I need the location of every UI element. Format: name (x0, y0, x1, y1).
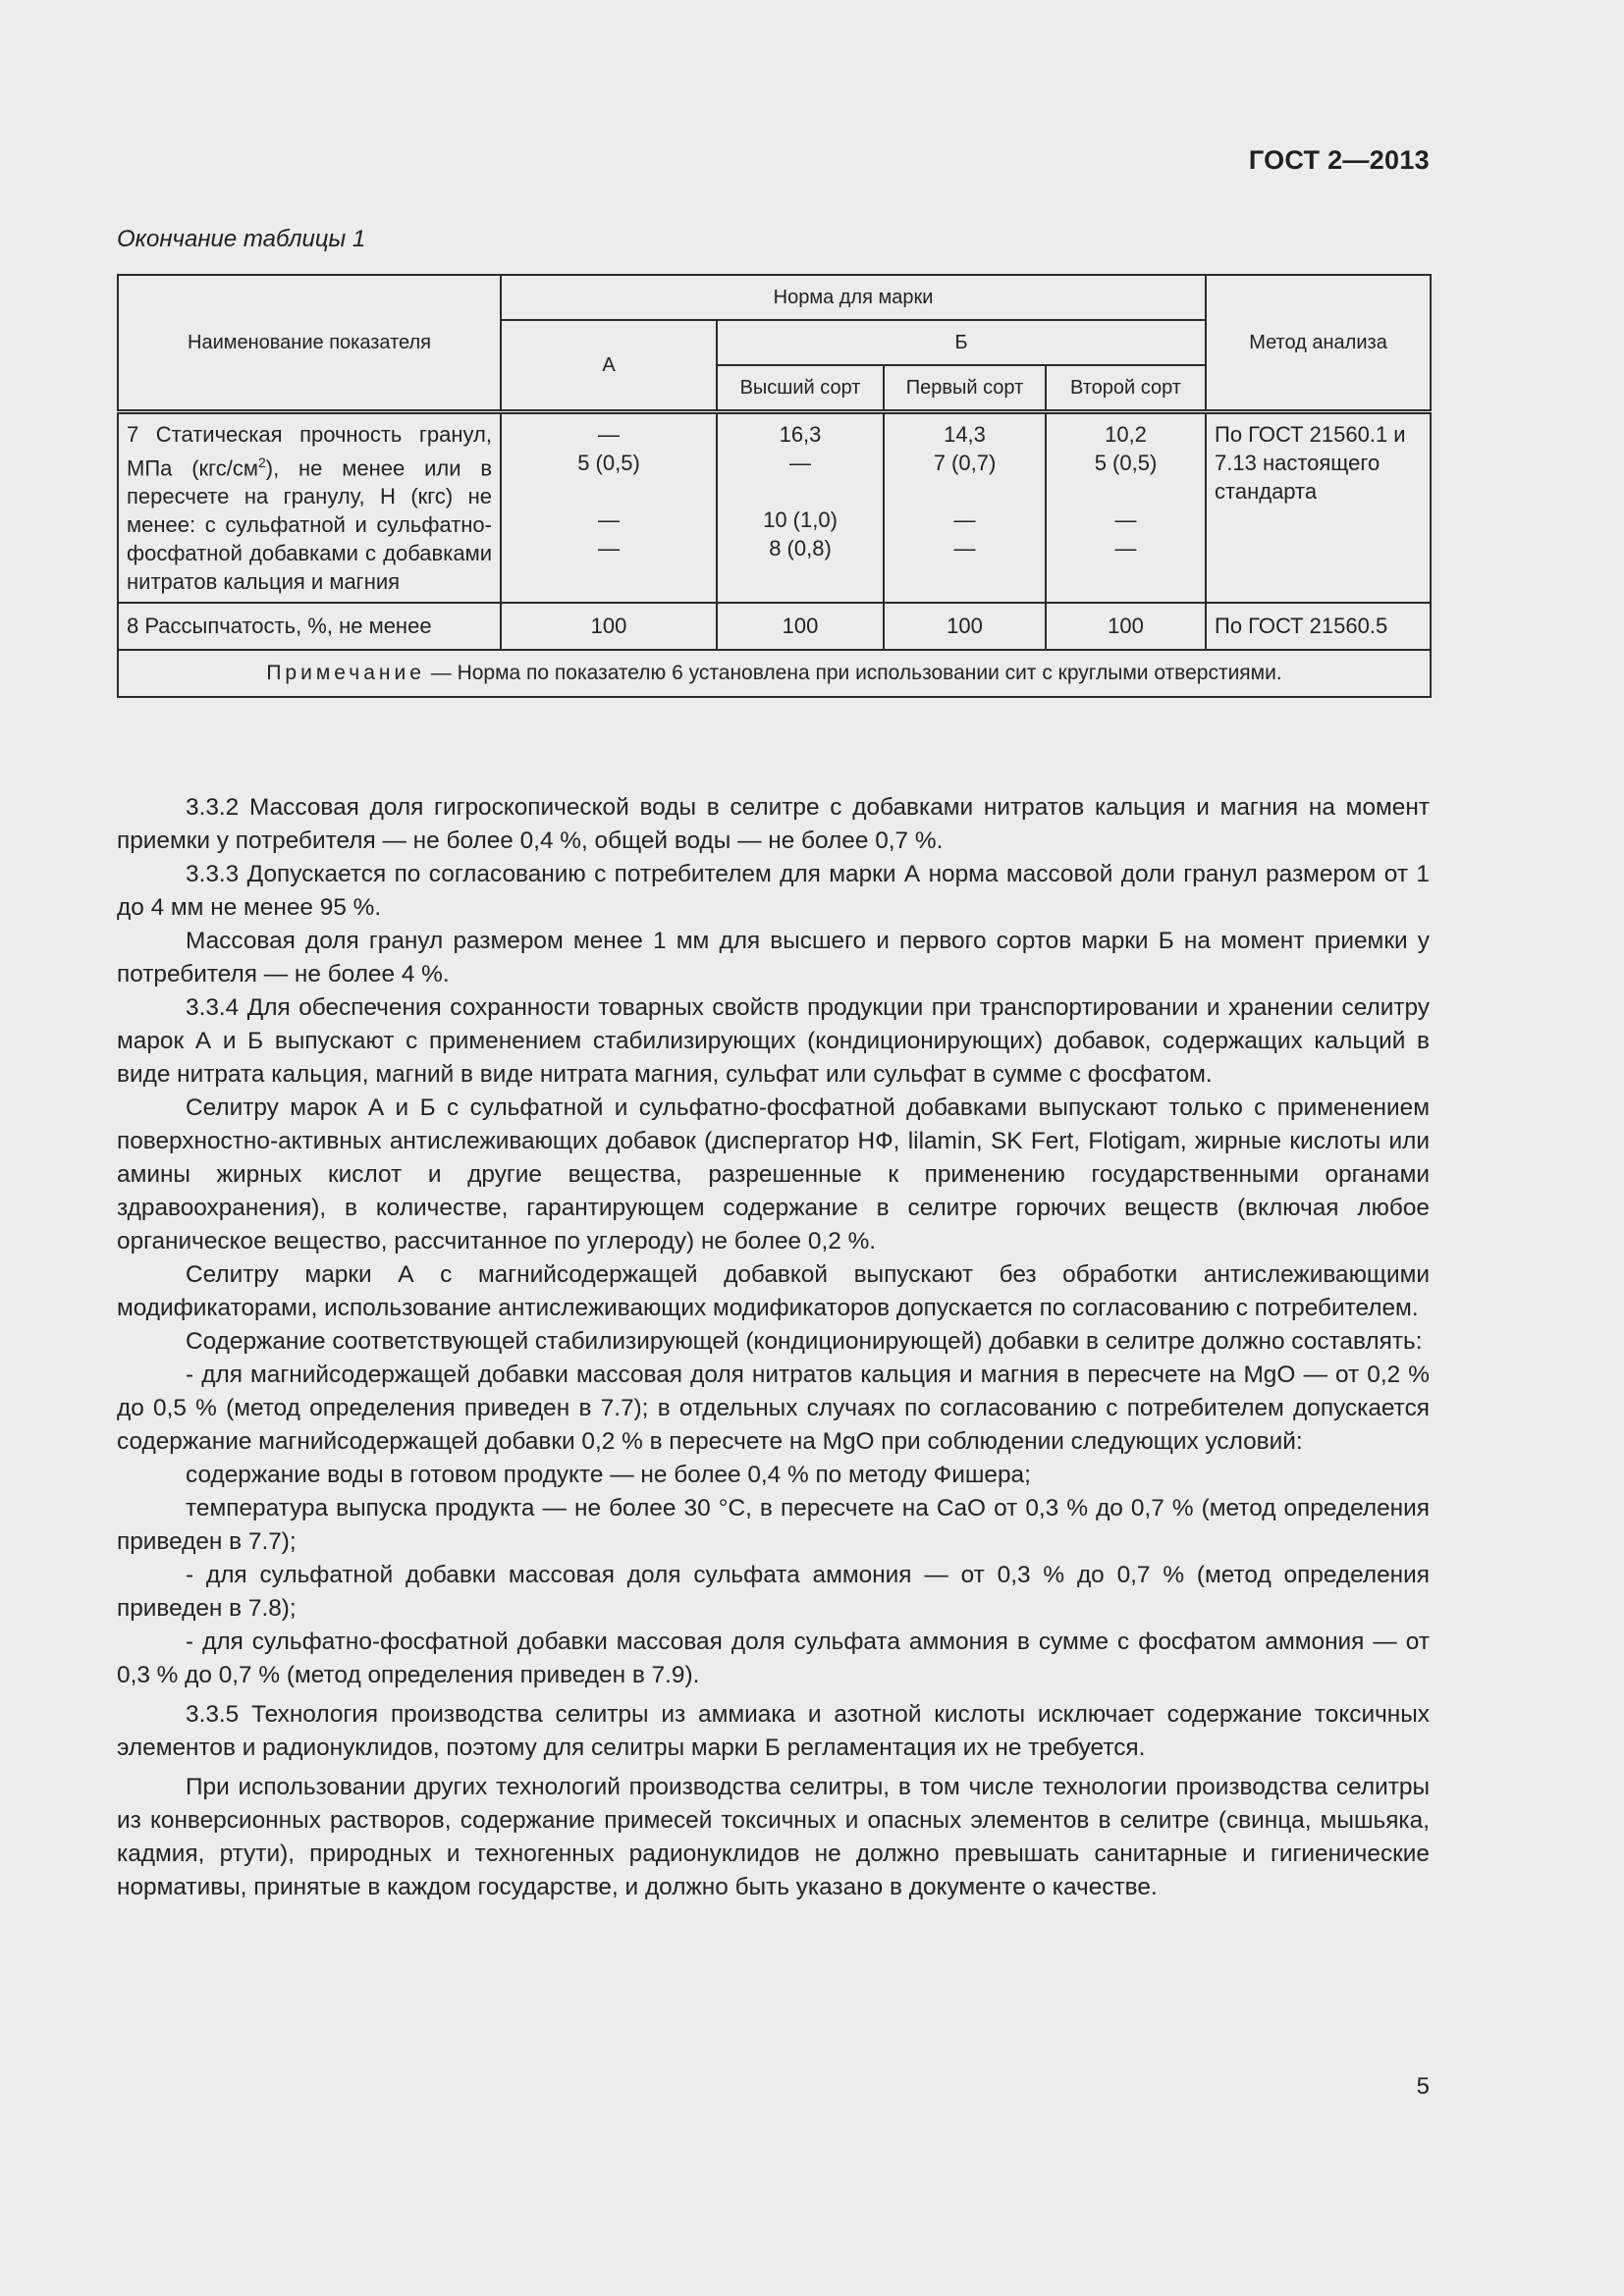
body-text (117, 791, 1430, 1904)
note-text: — Норма по показателю 6 установлена при использовании сит с круглыми отверстиями. (430, 662, 1282, 685)
paragraph: Массовая доля гранул размером менее 1 мм для высшего и первого сортов марки Б на момент приемки у потребителя — не более 4 %. (117, 928, 1430, 988)
table-row (118, 412, 1431, 604)
list-item: - для сульфатной добавки массовая доля сульфата аммония — от 0,3 % до 0,7 % (метод определения приведен в 7.8); (117, 1562, 1430, 1622)
paragraph-3-3-5: 3.3.5 Технология производства селитры из аммиака и азотной кислоты исключает содержание токсичных элементов и радионуклидов, поэтому для селитры марки Б регламентация их не требуется. (117, 1701, 1430, 1761)
col-header-norm-group: Норма для марки (501, 275, 1206, 320)
paragraph: Селитру марки А с магнийсодержащей добавкой выпускают без обработки антислеживающими модификаторами, использование антислеживающих модификаторов допускается по согласованию с потребителем. (117, 1261, 1430, 1321)
table-note (118, 650, 1431, 697)
spec-table (117, 274, 1432, 698)
col-header-grade-b: Б (717, 320, 1206, 365)
page-number: 5 (1416, 2073, 1430, 2100)
row8-grade-a: 100 (501, 603, 717, 650)
paragraph-3-3-4: 3.3.4 Для обеспечения сохранности товарных свойств продукции при транспортировании и хранении селитру марок А и Б выпускают с применением стабилизирующих (кондиционирующих) добавок, содержащих кальций в виде нитрата кальция, магний в виде нитрата магния, сульфат или сульфат в сумме с фосфатом. (117, 994, 1430, 1088)
paragraph-3-3-2: 3.3.2 Массовая доля гигроскопической воды в селитре с добавками нитратов кальция и магния на момент приемки у потребителя — не более 0,4 %, общей воды — не более 0,7 %. (117, 794, 1430, 854)
row7-grade-a: — 5 (0,5) — — (501, 412, 717, 604)
paragraph: Селитру марок А и Б с сульфатной и сульфатно-фосфатной добавками выпускают только с применением поверхностно-активных антислеживающих добавок (диспергатор НФ, lilamin, SK Fert, Flotigam, жирные кислоты или амины жирных кислот и другие вещества, разрешенные к применению государственными органами здравоохранения), в количестве, гарантирующем содержание в селитре горючих веществ (включая любое органическое вещество, рассчитанное по углероду) не более 0,2 %. (117, 1095, 1430, 1255)
row8-indicator: 8 Рассыпчатость, %, не менее (118, 603, 501, 650)
row7-b-second: 10,2 5 (0,5) — — (1046, 412, 1206, 604)
col-header-b-second: Второй сорт (1046, 365, 1206, 412)
col-header-b-highest: Высший сорт (717, 365, 884, 412)
paragraph-3-3-3: 3.3.3 Допускается по согласованию с потребителем для марки А норма массовой доли гранул размером от 1 до 4 мм не менее 95 %. (117, 861, 1430, 921)
standard-code: ГОСТ 2—2013 (1248, 145, 1430, 175)
row8-method: По ГОСТ 21560.5 (1206, 603, 1431, 650)
table-note-row (118, 650, 1431, 697)
table-caption: Окончание таблицы 1 (117, 226, 366, 252)
row7-b-first: 14,3 7 (0,7) — — (884, 412, 1046, 604)
list-item: содержание воды в готовом продукте — не более 0,4 % по методу Фишера; (186, 1462, 1031, 1488)
col-header-indicator: Наименование показателя (118, 275, 501, 412)
row8-b-first: 100 (884, 603, 1046, 650)
list-item: температура выпуска продукта — не более 30 °С, в пересчете на CaO от 0,3 % до 0,7 % (метод определения приведен в 7.7); (117, 1495, 1430, 1555)
col-header-grade-a: А (501, 320, 717, 412)
row8-b-highest: 100 (717, 603, 884, 650)
paragraph: При использовании других технологий производства селитры, в том числе технологии производства селитры из конверсионных растворов, содержание примесей токсичных и опасных элементов в селитре (свинца, мышьяка, кадмия, ртути), природных и техногенных радионуклидов не должно превышать санитарные и гигиенические нормативы, принятые в каждом государстве, и должно быть указано в документе о качестве. (117, 1774, 1430, 1900)
note-label: Примечание (266, 662, 425, 685)
row8-b-second: 100 (1046, 603, 1206, 650)
list-item: - для магнийсодержащей добавки массовая доля нитратов кальция и магния в пересчете на MgO — от 0,2 % до 0,5 % (метод определения приведен в 7.7); в отдельных случаях по согласованию с потребителем допускается содержание магнийсодержащей добавки 0,2 % в пересчете на MgO при соблюдении следующих условий: (117, 1362, 1430, 1455)
col-header-method: Метод анализа (1206, 275, 1431, 412)
row7-method: По ГОСТ 21560.1 и 7.13 настоящего стандарта (1206, 412, 1431, 604)
col-header-b-first: Первый сорт (884, 365, 1046, 412)
row7-b-highest: 16,3 — 10 (1,0) 8 (0,8) (717, 412, 884, 604)
table-row (118, 603, 1431, 650)
row7-indicator: 7 Статическая прочность гранул, МПа $(кгс/см^2)$, не менее или в пересчете на гранулу, Н (кгс) не менее: с сульфатной и сульфатно-фосфатной добавками с добавками нитратов кальция и магния (118, 412, 501, 604)
paragraph: Содержание соответствующей стабилизирующей (кондиционирующей) добавки в селитре должно составлять: (186, 1328, 1423, 1355)
list-item: - для сульфатно-фосфатной добавки массовая доля сульфата аммония в сумме с фосфатом аммония — от 0,3 % до 0,7 % (метод определения приведен в 7.9). (117, 1629, 1430, 1688)
